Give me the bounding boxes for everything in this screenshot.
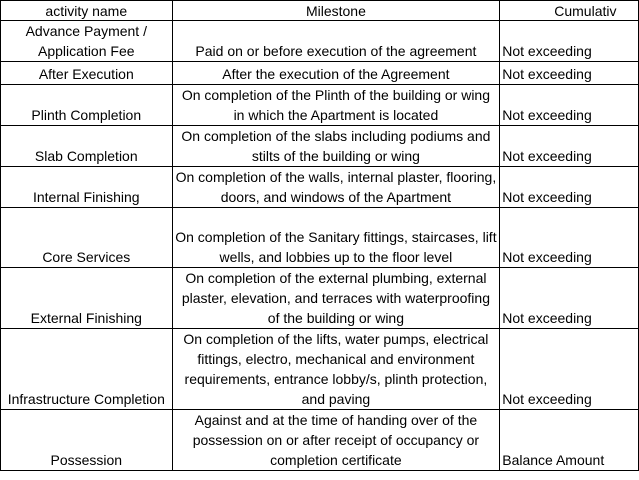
cumulative-cell[interactable]: Not exceeding	[500, 21, 639, 62]
milestone-cell[interactable]: On completion of the external plumbing, external plaster, elevation, and terraces with waterproofing of the building or wing	[172, 268, 500, 329]
milestone-cell[interactable]: On completion of the Sanitary fittings, staircases, lift wells, and lobbies up to the floor level	[172, 208, 500, 268]
milestone-cell[interactable]: On completion of the walls, internal plaster, flooring, doors, and windows of the Apartment	[172, 167, 500, 208]
activity-cell[interactable]: Core Services	[1, 208, 173, 268]
table-row	[1, 167, 639, 208]
cumulative-cell[interactable]: Not exceeding	[500, 208, 639, 268]
milestone-cell[interactable]: Paid on or before execution of the agreement	[172, 21, 500, 62]
table-row	[1, 329, 639, 410]
cumulative-cell[interactable]: Not exceeding	[500, 62, 639, 85]
cumulative-cell[interactable]: Not exceeding	[500, 85, 639, 126]
header-row	[1, 1, 639, 21]
table-row	[1, 21, 639, 62]
activity-name-header[interactable]: activity name	[1, 1, 173, 21]
cumulative-cell[interactable]: Not exceeding	[500, 268, 639, 329]
table-row	[1, 268, 639, 329]
cumulative-header[interactable]: Cumulativ	[500, 1, 639, 21]
activity-cell[interactable]: Internal Finishing	[1, 167, 173, 208]
table-row	[1, 62, 639, 85]
milestone-cell[interactable]: Against and at the time of handing over of the possession on or after receipt of occupancy or completion certificate	[172, 410, 500, 471]
milestone-cell[interactable]: On completion of the slabs including podiums and stilts of the building or wing	[172, 126, 500, 167]
table-row	[1, 410, 639, 471]
table-row	[1, 208, 639, 268]
milestone-cell[interactable]: On completion of the lifts, water pumps, electrical fittings, electro, mechanical and environment requirements, entrance lobby/s, plinth protection, and paving	[172, 329, 500, 410]
cumulative-cell[interactable]: Balance Amount	[500, 410, 639, 471]
cumulative-cell[interactable]: Not exceeding	[500, 167, 639, 208]
activity-cell[interactable]: After Execution	[1, 62, 173, 85]
milestone-cell[interactable]: After the execution of the Agreement	[172, 62, 500, 85]
table-row	[1, 85, 639, 126]
cumulative-cell[interactable]: Not exceeding	[500, 126, 639, 167]
activity-cell[interactable]: Infrastructure Completion	[1, 329, 173, 410]
milestone-cell[interactable]: On completion of the Plinth of the building or wing in which the Apartment is located	[172, 85, 500, 126]
activity-cell[interactable]: Slab Completion	[1, 126, 173, 167]
milestone-header[interactable]: Milestone	[172, 1, 500, 21]
cumulative-cell[interactable]: Not exceeding	[500, 329, 639, 410]
activity-cell[interactable]: Possession	[1, 410, 173, 471]
activity-cell[interactable]: External Finishing	[1, 268, 173, 329]
activity-cell[interactable]: Advance Payment / Application Fee	[1, 21, 173, 62]
activity-cell[interactable]: Plinth Completion	[1, 85, 173, 126]
table-row	[1, 126, 639, 167]
